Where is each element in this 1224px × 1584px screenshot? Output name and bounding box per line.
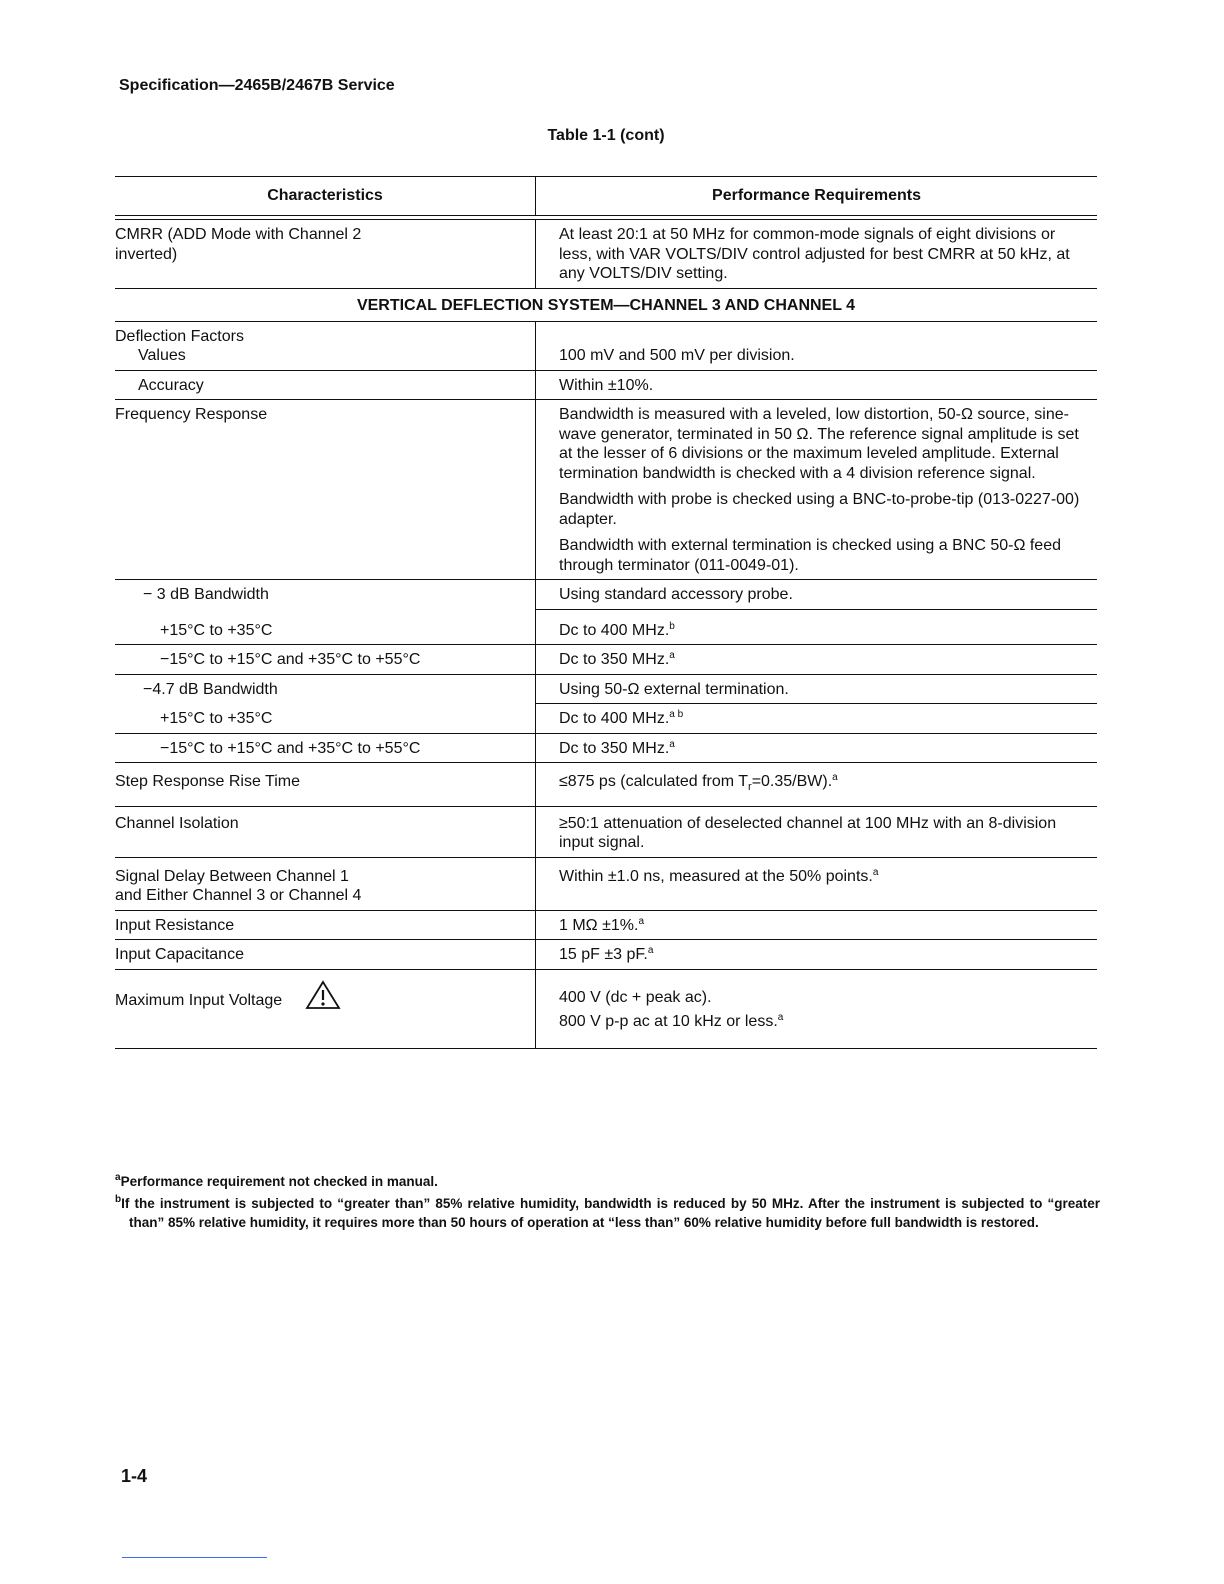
footnote-b: $^b$If the instrument is subjected to “greater than” 85% relative humidity, bandwidth is reduced by 50 MHz. After the instrument is subjected to “greater than” 85% relative humidity, it requires more than 50 hours of operation at “less than” 60% relative humidity before full bandwidth is restored. — [115, 1194, 1100, 1230]
warning-triangle-icon — [305, 980, 341, 1016]
table-row-accuracy: Accuracy Within ±10%. — [115, 371, 1097, 400]
table-row-3db-range1: +15°C to +35°C Dc to 400 MHz.$^b$ — [115, 610, 1097, 645]
table-row-input-resistance: Input Resistance 1 MΩ ±1%.$^a$ — [115, 911, 1097, 940]
table-row-3db-bandwidth: − 3 dB Bandwidth Using standard accessory probe. — [115, 580, 1097, 609]
column-header-characteristics: Characteristics — [267, 187, 383, 204]
page-number: 1-4 — [121, 1466, 148, 1486]
table-row-3db-range2: −15°C to +15°C and +35°C to +55°C Dc to 350 MHz.$^a$ — [115, 645, 1097, 674]
footnotes — [115, 1172, 1100, 1232]
table-row-4-7db-bandwidth: −4.7 dB Bandwidth Using 50-Ω external termination. — [115, 675, 1097, 704]
table-caption: Table 1-1 (cont) — [547, 127, 665, 144]
table-row-values: Values 100 mV and 500 mV per division. — [115, 341, 1097, 370]
footnote-a: $^a$Performance requirement not checked in manual. — [115, 1172, 438, 1189]
table-row-signal-delay: Signal Delay Between Channel 1 and Either Channel 3 or Channel 4 Within ±1.0 ns, measured at the 50% points.$^a$ — [115, 858, 1097, 910]
table-row-rise-time: Step Response Rise Time ≤875 ps (calculated from $T_r=0.35/BW).^a$ — [115, 763, 1097, 806]
table-row-frequency-response: Frequency Response Bandwidth is measured with a leveled, low distortion, 50-Ω source, sine-wave generator, terminated in 50 Ω. The reference signal amplitude is set at the lesser of 6 divisions or the maximum leveled amplitude. External termination bandwidth is checked with a 4 division reference signal. Bandwidth with probe is checked using a BNC-to-probe-tip (013-0227-00) adapter. Bandwidth with external termination is checked using a BNC 50-Ω feed through terminator (011-0049-01). — [115, 400, 1097, 579]
table-row-4-7db-range2: −15°C to +15°C and +35°C to +55°C Dc to 350 MHz.$^a$ — [115, 734, 1097, 763]
table-header-row — [115, 177, 1097, 215]
table-row-max-input-voltage: Maximum Input Voltage 400 V (dc + peak ac). 800 V p-p ac at 10 kHz or less.$^a$ — [115, 970, 1097, 1048]
spec-table — [115, 176, 1097, 1049]
running-header: Specification—2465B/2467B Service — [119, 77, 395, 94]
table-row-input-capacitance: Input Capacitance 15 pF ±3 pF.$^a$ — [115, 940, 1097, 969]
table-row-channel-isolation: Channel Isolation ≥50:1 attenuation of deselected channel at 100 MHz with an 8-division input signal. — [115, 807, 1097, 857]
table-row-cmrr: CMRR (ADD Mode with Channel 2 inverted) At least 20:1 at 50 MHz for common-mode signals of eight divisions or less, with VAR VOLTS/DIV control adjusted for best CMRR at 50 kHz, at any VOLTS/DIV setting. — [115, 220, 1097, 288]
column-header-performance: Performance Requirements — [535, 177, 1097, 215]
table-row-deflection: Deflection Factors — [115, 322, 1097, 351]
table-row-4-7db-range1: +15°C to +35°C Dc to 400 MHz.$^{a b}$ — [115, 704, 1097, 733]
section-heading: VERTICAL DEFLECTION SYSTEM—CHANNEL 3 AND CHANNEL 4 — [356, 296, 856, 314]
divider — [122, 1557, 267, 1558]
